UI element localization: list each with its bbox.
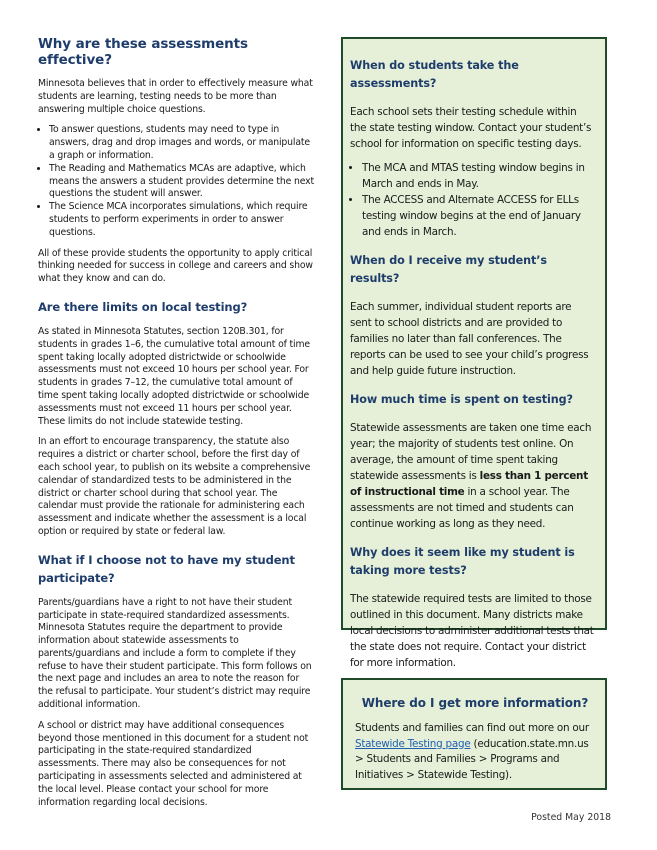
- right-column: [341, 37, 607, 669]
- more-tests-paragraph: The statewide required tests are limited to those outlined in this document. Many districts make local decisions to administer additional tests that the state does not require. Contact your district for more information.: [350, 593, 594, 669]
- heading-more-info: Where do I get more information?: [361, 696, 589, 710]
- limits-paragraph: In an effort to encourage transparency, the statute also requires a district or charter school, before the first day of each school year, to publish on its website a comprehensive calendar of standardized tests to be administered in the district or charter school during that school year. The calendar must provide the rationale for administering each assessment and indicate whether the assessment is a local option or required by state or federal law.: [38, 436, 311, 537]
- heading-time: How much time is spent on testing?: [350, 393, 573, 406]
- heading-when: When do students take the assessments?: [350, 59, 519, 90]
- effective-intro: Minnesota believes that in order to effectively measure what students are learning, testing needs to be more than answering multiple choice questions.: [38, 78, 313, 115]
- results-paragraph: Each summer, individual student reports are sent to school districts and are provided to families no later than fall conferences. The reports can be used to see your child’s progress and help guide future instruction.: [350, 301, 589, 377]
- posted-date: Posted May 2018: [531, 812, 611, 823]
- section-effective: [38, 36, 315, 286]
- when-paragraph: Each school sets their testing schedule within the state testing window. Contact your student’s school for information on specific testing days.: [350, 106, 592, 150]
- section-time: [350, 391, 595, 532]
- effective-bullet: • The Reading and Mathematics MCAs are adaptive, which means the answers a student provides determine the next questions the student will answer.: [49, 163, 315, 201]
- time-text-before: Statewide assessments are taken one time each year; the majority of students test online. On average, the amount of time spent taking statewide assessments is: [350, 422, 592, 482]
- time-text-after: in a school year. The assessments are not timed and students can continue working as long as they need.: [350, 486, 574, 530]
- heading-more-tests: Why does it seem like my student is taking more tests?: [350, 546, 575, 577]
- left-column: [38, 36, 315, 817]
- faq-box: [341, 37, 607, 669]
- section-optout: [38, 551, 315, 810]
- more-info-text-before: Students and families can find out more on our: [355, 722, 589, 734]
- optout-paragraph: Parents/guardians have a right to not have their student participate in state-required standardized assessments. Minnesota Statutes require the department to provide information about statewide assessments to parents/guardians and include a form to complete if they refuse to have their student participate. This form follows on the next page and includes an area to note the reason for the refusal to participate. Your student’s district may require additional information.: [38, 596, 312, 711]
- when-bullet-list: [350, 160, 595, 240]
- time-paragraph: [350, 420, 595, 532]
- statewide-testing-link[interactable]: Statewide Testing page: [355, 737, 471, 750]
- when-bullet: • The ACCESS and Alternate ACCESS for ELLs testing window begins at the end of January and ends in March.: [362, 192, 595, 240]
- effective-closing: All of these provide students the opportunity to apply critical thinking needed for success in college and careers and show what they know and can do.: [38, 247, 313, 285]
- limits-paragraph: As stated in Minnesota Statutes, section 120B.301, for students in grades 1–6, the cumulative total amount of time spent taking locally adopted districtwide or schoolwide assessments must not exceed 10 hours per school year. For students in grades 7–12, the cumulative total amount of time spent taking locally adopted districtwide or schoolwide assessments must not exceed 11 hours per school year. These limits do not include statewide testing.: [38, 325, 310, 427]
- effective-bullet: • The Science MCA incorporates simulations, which require students to perform experiments in order to answer questions.: [49, 201, 315, 239]
- more-info-text-after: (education.state.mn.us > Students and Families > Programs and Initiatives > Statewide Testing).: [355, 737, 589, 781]
- section-results: [350, 252, 595, 379]
- section-more-tests: [350, 544, 595, 671]
- more-info-paragraph: [355, 721, 595, 783]
- time-emphasis: less than 1 percent of instructional time: [350, 470, 588, 498]
- heading-optout: What if I choose not to have my student participate?: [38, 552, 295, 585]
- heading-effective: Why are these assessments effective?: [38, 36, 248, 68]
- effective-bullet-list: [38, 124, 315, 239]
- section-limits: [38, 298, 315, 539]
- heading-limits: Are there limits on local testing?: [38, 299, 248, 314]
- more-info-box: [341, 678, 607, 790]
- when-bullet: • The MCA and MTAS testing window begins in March and ends in May.: [362, 160, 595, 192]
- heading-results: When do I receive my student’s results?: [350, 254, 547, 285]
- effective-bullet: • To answer questions, students may need to type in answers, drag and drop images and words, or manipulate a graph or information.: [49, 124, 315, 162]
- section-when: [350, 57, 595, 240]
- optout-paragraph: A school or district may have additional consequences beyond those mentioned in this document for a student not participating in the state-required standardized assessments. There may also be consequences for not participating in assessments selected and administered at the local level. Please contact your school for more information regarding local decisions.: [38, 719, 309, 808]
